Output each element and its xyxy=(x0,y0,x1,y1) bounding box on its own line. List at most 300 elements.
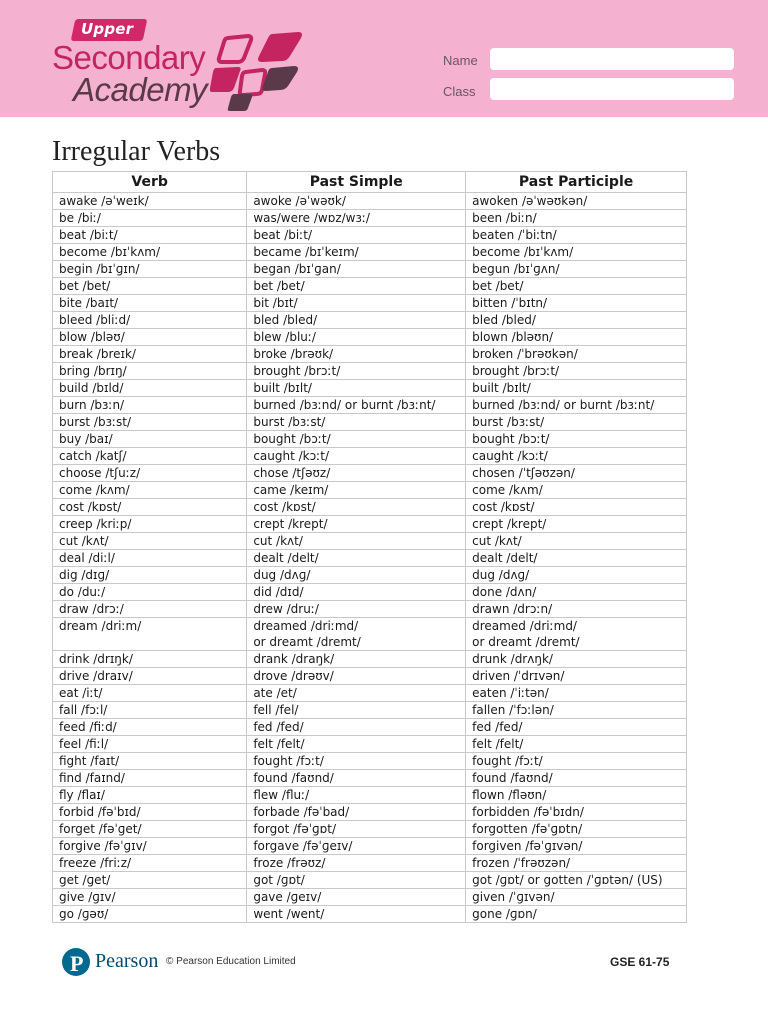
past-simple-cell xyxy=(247,278,466,295)
past-simple-cell-text: awoke /əˈwəʊk/ xyxy=(253,194,346,208)
verb-cell-text: freeze /friːz/ xyxy=(59,856,132,870)
verb-cell-text: creep /kriːp/ xyxy=(59,517,132,531)
past-simple-cell-text: cost /kɒst/ xyxy=(253,500,316,514)
past-participle-cell xyxy=(466,499,687,516)
verb-cell xyxy=(53,363,247,380)
past-simple-cell-text: dug /dʌɡ/ xyxy=(253,568,311,582)
table-row xyxy=(53,380,687,397)
past-simple-cell xyxy=(247,668,466,685)
past-simple-cell-text: dealt /delt/ xyxy=(253,551,319,565)
page-title: Irregular Verbs xyxy=(52,136,221,167)
table-row xyxy=(53,668,687,685)
verb-cell xyxy=(53,550,247,567)
verb-cell xyxy=(53,210,247,227)
past-simple-cell-text: was/were /wɒz/wɜː/ xyxy=(253,211,370,225)
past-simple-cell xyxy=(247,821,466,838)
past-simple-cell-text: felt /felt/ xyxy=(253,737,305,751)
past-simple-cell xyxy=(247,702,466,719)
table-row xyxy=(53,482,687,499)
verb-cell xyxy=(53,685,247,702)
past-participle-cell-text: blown /bləʊn/ xyxy=(472,330,554,344)
past-simple-cell-text: dreamed /driːmd/ xyxy=(253,619,359,633)
past-participle-cell-text: cut /kʌt/ xyxy=(472,534,522,548)
past-participle-cell-text: been /biːn/ xyxy=(472,211,537,225)
past-simple-cell xyxy=(247,872,466,889)
table-row xyxy=(53,397,687,414)
past-participle-cell-text: dreamed /driːmd/ xyxy=(472,619,577,633)
past-participle-cell-text: bitten /ˈbɪtn/ xyxy=(472,296,548,310)
past-participle-cell-text: gone /ɡɒn/ xyxy=(472,907,537,921)
past-simple-cell xyxy=(247,329,466,346)
verb-cell-text: choose /tʃuːz/ xyxy=(59,466,141,480)
past-simple-cell-text: bet /bet/ xyxy=(253,279,305,293)
past-participle-cell xyxy=(466,651,687,668)
verb-cell xyxy=(53,668,247,685)
verb-cell xyxy=(53,397,247,414)
past-participle-cell xyxy=(466,278,687,295)
table-row xyxy=(53,261,687,278)
past-participle-cell xyxy=(466,855,687,872)
verb-cell xyxy=(53,804,247,821)
table-row xyxy=(53,821,687,838)
past-participle-cell-text: broken /ˈbrəʊkən/ xyxy=(472,347,578,361)
past-participle-cell xyxy=(466,770,687,787)
past-simple-cell-text: bit /bɪt/ xyxy=(253,296,298,310)
upper-badge-label: Upper xyxy=(81,20,134,38)
past-simple-cell-text: did /dɪd/ xyxy=(253,585,304,599)
irregular-verbs-table xyxy=(52,171,687,923)
past-simple-cell xyxy=(247,770,466,787)
past-simple-cell-text: built /bɪlt/ xyxy=(253,381,312,395)
verb-cell xyxy=(53,821,247,838)
past-participle-cell xyxy=(466,363,687,380)
verb-cell-text: bite /baɪt/ xyxy=(59,296,119,310)
verb-cell xyxy=(53,431,247,448)
verb-cell xyxy=(53,499,247,516)
verb-cell xyxy=(53,329,247,346)
verb-cell-text: eat /iːt/ xyxy=(59,686,103,700)
verb-cell xyxy=(53,448,247,465)
past-simple-cell xyxy=(247,448,466,465)
column-header-past-simple: Past Simple xyxy=(247,172,466,193)
past-participle-cell-text: got /ɡɒt/ or gotten /ˈɡɒtən/ (US) xyxy=(472,873,663,887)
past-simple-cell-text: forbade /fəˈbad/ xyxy=(253,805,350,819)
past-simple-cell-text: gave /ɡeɪv/ xyxy=(253,890,322,904)
past-simple-cell xyxy=(247,838,466,855)
past-participle-cell xyxy=(466,872,687,889)
table-row xyxy=(53,499,687,516)
pearson-wordmark: Pearson xyxy=(95,950,159,972)
verb-cell-text: become /bɪˈkʌm/ xyxy=(59,245,161,259)
past-simple-cell-text: forgave /fəˈɡeɪv/ xyxy=(253,839,353,853)
verb-cell xyxy=(53,278,247,295)
past-simple-cell-text: fought /fɔːt/ xyxy=(253,754,324,768)
past-simple-cell xyxy=(247,736,466,753)
table-row xyxy=(53,702,687,719)
past-simple-cell-text: bled /bled/ xyxy=(253,313,318,327)
past-participle-cell xyxy=(466,465,687,482)
past-participle-cell xyxy=(466,482,687,499)
past-participle-cell xyxy=(466,261,687,278)
verb-cell xyxy=(53,295,247,312)
verb-cell-text: be /biː/ xyxy=(59,211,101,225)
past-simple-cell-text: went /went/ xyxy=(253,907,325,921)
table-row xyxy=(53,889,687,906)
past-simple-cell-text: came /keɪm/ xyxy=(253,483,329,497)
table-row xyxy=(53,465,687,482)
verb-cell xyxy=(53,567,247,584)
past-simple-cell xyxy=(247,787,466,804)
past-simple-cell-text: crept /krept/ xyxy=(253,517,328,531)
table-row xyxy=(53,550,687,567)
past-participle-cell-text: found /faʊnd/ xyxy=(472,771,553,785)
past-participle-cell xyxy=(466,821,687,838)
class-field[interactable] xyxy=(490,78,734,100)
past-participle-cell xyxy=(466,533,687,550)
table-row xyxy=(53,567,687,584)
past-simple-cell-text: drank /draŋk/ xyxy=(253,652,335,666)
table-row xyxy=(53,906,687,923)
table-row xyxy=(53,193,687,210)
past-simple-cell xyxy=(247,499,466,516)
past-simple-cell-text: brought /brɔːt/ xyxy=(253,364,341,378)
past-simple-cell-text: drove /drəʊv/ xyxy=(253,669,334,683)
table-row xyxy=(53,312,687,329)
verb-cell xyxy=(53,906,247,923)
brand-name-line1: Secondary xyxy=(52,39,206,76)
past-simple-cell xyxy=(247,584,466,601)
past-participle-cell xyxy=(466,516,687,533)
past-participle-cell-text: bet /bet/ xyxy=(472,279,524,293)
verb-cell xyxy=(53,533,247,550)
verb-cell-text: feed /fiːd/ xyxy=(59,720,117,734)
past-participle-cell-text: become /bɪˈkʌm/ xyxy=(472,245,574,259)
past-simple-cell-text: chose /tʃəʊz/ xyxy=(253,466,331,480)
verb-cell-text: feel /fiːl/ xyxy=(59,737,109,751)
class-label: Class xyxy=(443,84,476,99)
verb-cell-text: forbid /fəˈbɪd/ xyxy=(59,805,141,819)
verb-cell-text: bet /bet/ xyxy=(59,279,111,293)
past-participle-cell-text: eaten /ˈiːtən/ xyxy=(472,686,549,700)
verb-cell xyxy=(53,380,247,397)
table-row xyxy=(53,244,687,261)
table-row xyxy=(53,736,687,753)
past-participle-cell-text: flown /fləʊn/ xyxy=(472,788,547,802)
verb-cell xyxy=(53,736,247,753)
table-row xyxy=(53,770,687,787)
table-row xyxy=(53,618,687,651)
past-simple-cell xyxy=(247,753,466,770)
table-row xyxy=(53,329,687,346)
verb-cell xyxy=(53,193,247,210)
past-participle-cell xyxy=(466,584,687,601)
past-participle-cell xyxy=(466,838,687,855)
copyright-text: © Pearson Education Limited xyxy=(166,956,296,967)
table-row xyxy=(53,533,687,550)
past-simple-cell-text: fed /fed/ xyxy=(253,720,304,734)
verb-cell-text: bleed /bliːd/ xyxy=(59,313,131,327)
verb-cell xyxy=(53,618,247,651)
past-simple-cell-text: cut /kʌt/ xyxy=(253,534,303,548)
table-body xyxy=(53,193,687,923)
past-simple-cell xyxy=(247,261,466,278)
past-participle-cell-text: dug /dʌɡ/ xyxy=(472,568,530,582)
past-simple-cell xyxy=(247,906,466,923)
past-participle-cell-text: done /dʌn/ xyxy=(472,585,537,599)
past-simple-cell xyxy=(247,618,466,651)
past-simple-cell-text: drew /druː/ xyxy=(253,602,319,616)
verb-cell xyxy=(53,855,247,872)
past-simple-cell-text: froze /frəʊz/ xyxy=(253,856,326,870)
verb-cell xyxy=(53,838,247,855)
verb-cell-text: come /kʌm/ xyxy=(59,483,130,497)
past-simple-cell xyxy=(247,414,466,431)
past-participle-cell xyxy=(466,210,687,227)
verb-cell-text: drink /drɪŋk/ xyxy=(59,652,133,666)
table-row xyxy=(53,346,687,363)
table-row xyxy=(53,363,687,380)
verb-cell-text: give /ɡɪv/ xyxy=(59,890,116,904)
verb-cell xyxy=(53,889,247,906)
past-simple-cell xyxy=(247,567,466,584)
past-participle-cell-text: fought /fɔːt/ xyxy=(472,754,543,768)
past-participle-cell-text: forgiven /fəˈɡɪvən/ xyxy=(472,839,583,853)
past-participle-cell-text: drunk /drʌŋk/ xyxy=(472,652,553,666)
past-simple-cell-text: broke /brəʊk/ xyxy=(253,347,334,361)
verb-cell-text: fall /fɔːl/ xyxy=(59,703,108,717)
past-participle-cell-text: come /kʌm/ xyxy=(472,483,543,497)
past-simple-cell-text: became /bɪˈkeɪm/ xyxy=(253,245,359,259)
past-simple-cell xyxy=(247,312,466,329)
table-row xyxy=(53,753,687,770)
header-banner xyxy=(0,0,768,117)
past-participle-cell-text: given /ˈɡɪvən/ xyxy=(472,890,555,904)
verb-cell xyxy=(53,346,247,363)
past-participle-cell xyxy=(466,329,687,346)
past-simple-cell-text: blew /bluː/ xyxy=(253,330,316,344)
table-row xyxy=(53,787,687,804)
verb-cell-text: burn /bɜːn/ xyxy=(59,398,125,412)
past-simple-cell xyxy=(247,380,466,397)
past-simple-cell-text: found /faʊnd/ xyxy=(253,771,334,785)
table-row xyxy=(53,278,687,295)
past-simple-cell xyxy=(247,295,466,312)
table-row xyxy=(53,651,687,668)
verb-cell-text: awake /əˈweɪk/ xyxy=(59,194,149,208)
past-simple-cell xyxy=(247,210,466,227)
name-field[interactable] xyxy=(490,48,734,70)
past-simple-cell-text: caught /kɔːt/ xyxy=(253,449,330,463)
verb-cell xyxy=(53,770,247,787)
verb-cell xyxy=(53,312,247,329)
past-simple-cell xyxy=(247,397,466,414)
past-participle-cell-text: chosen /ˈtʃəʊzən/ xyxy=(472,466,575,480)
past-participle-cell xyxy=(466,312,687,329)
verb-cell xyxy=(53,516,247,533)
past-participle-cell xyxy=(466,448,687,465)
past-simple-cell-text: fell /fel/ xyxy=(253,703,299,717)
past-simple-cell xyxy=(247,601,466,618)
past-participle-cell xyxy=(466,550,687,567)
past-simple-cell xyxy=(247,346,466,363)
verb-cell xyxy=(53,702,247,719)
verb-cell-text: buy /baɪ/ xyxy=(59,432,113,446)
past-participle-cell-text: frozen /ˈfrəʊzən/ xyxy=(472,856,571,870)
past-participle-cell xyxy=(466,227,687,244)
past-participle-cell-text: caught /kɔːt/ xyxy=(472,449,548,463)
verb-cell xyxy=(53,227,247,244)
table-row xyxy=(53,448,687,465)
verb-cell xyxy=(53,482,247,499)
table-row xyxy=(53,295,687,312)
past-participle-cell xyxy=(466,601,687,618)
past-participle-cell xyxy=(466,685,687,702)
past-participle-cell xyxy=(466,719,687,736)
table-row xyxy=(53,804,687,821)
verb-cell xyxy=(53,651,247,668)
past-participle-cell xyxy=(466,787,687,804)
past-simple-cell-text: bought /bɔːt/ xyxy=(253,432,331,446)
pearson-logo-icon xyxy=(62,948,90,976)
past-participle-cell-text: begun /bɪˈɡʌn/ xyxy=(472,262,560,276)
past-simple-cell xyxy=(247,193,466,210)
past-simple-cell xyxy=(247,855,466,872)
verb-cell-text: find /faɪnd/ xyxy=(59,771,125,785)
past-simple-cell xyxy=(247,482,466,499)
verb-cell xyxy=(53,244,247,261)
verb-cell-text: break /breɪk/ xyxy=(59,347,136,361)
past-participle-cell-text: burst /bɜːst/ xyxy=(472,415,545,429)
verb-cell xyxy=(53,261,247,278)
gse-range: GSE 61-75 xyxy=(610,955,670,969)
past-participle-cell xyxy=(466,380,687,397)
past-simple-cell xyxy=(247,550,466,567)
verb-cell-text: fight /faɪt/ xyxy=(59,754,120,768)
table-row xyxy=(53,414,687,431)
past-participle-cell-text: fed /fed/ xyxy=(472,720,523,734)
past-simple-cell xyxy=(247,465,466,482)
table-row xyxy=(53,431,687,448)
column-header-verb: Verb xyxy=(53,172,247,193)
verb-cell-text: cost /kɒst/ xyxy=(59,500,122,514)
past-participle-cell xyxy=(466,193,687,210)
name-label: Name xyxy=(443,53,478,68)
verb-cell-text: beat /biːt/ xyxy=(59,228,118,242)
past-simple-cell xyxy=(247,685,466,702)
past-participle-cell-text: bought /bɔːt/ xyxy=(472,432,550,446)
past-participle-cell-text: crept /krept/ xyxy=(472,517,547,531)
past-simple-cell-text: forgot /fəˈɡɒt/ xyxy=(253,822,337,836)
past-participle-cell xyxy=(466,414,687,431)
verb-cell-text: dig /dɪɡ/ xyxy=(59,568,110,582)
past-participle-cell-text: fallen /ˈfɔːlən/ xyxy=(472,703,554,717)
verb-cell xyxy=(53,414,247,431)
past-participle-cell-text: dealt /delt/ xyxy=(472,551,538,565)
past-participle-cell-text: bled /bled/ xyxy=(472,313,536,327)
past-participle-cell-text: drawn /drɔːn/ xyxy=(472,602,553,616)
verb-cell xyxy=(53,872,247,889)
brand-name-line2: Academy xyxy=(73,71,208,108)
past-simple-cell xyxy=(247,889,466,906)
past-simple-cell xyxy=(247,533,466,550)
past-simple-cell xyxy=(247,516,466,533)
table-row xyxy=(53,719,687,736)
past-simple-cell-text: burst /bɜːst/ xyxy=(253,415,326,429)
past-participle-cell xyxy=(466,295,687,312)
verb-cell-text: forgive /fəˈɡɪv/ xyxy=(59,839,147,853)
past-participle-cell xyxy=(466,618,687,651)
past-participle-cell xyxy=(466,567,687,584)
past-participle-cell xyxy=(466,889,687,906)
verb-cell-text: drive /draɪv/ xyxy=(59,669,133,683)
verb-cell-text: do /duː/ xyxy=(59,585,106,599)
past-simple-cell-text: beat /biːt/ xyxy=(253,228,312,242)
past-simple-cell xyxy=(247,719,466,736)
past-participle-cell xyxy=(466,736,687,753)
verb-cell-text: dream /driːm/ xyxy=(59,619,142,633)
verb-cell-text: build /bɪld/ xyxy=(59,381,124,395)
past-participle-cell xyxy=(466,397,687,414)
past-participle-cell xyxy=(466,906,687,923)
table-row xyxy=(53,872,687,889)
table-row xyxy=(53,584,687,601)
column-header-past-participle: Past Participle xyxy=(466,172,687,193)
table-row xyxy=(53,838,687,855)
past-simple-cell-alt-text: or dreamt /dremt/ xyxy=(253,635,361,649)
past-participle-cell-text: forbidden /fəˈbɪdn/ xyxy=(472,805,584,819)
verb-cell-text: blow /bləʊ/ xyxy=(59,330,125,344)
past-participle-cell-text: burned /bɜːnd/ or burnt /bɜːnt/ xyxy=(472,398,655,412)
verb-cell-text: begin /bɪˈɡɪn/ xyxy=(59,262,140,276)
verb-cell xyxy=(53,601,247,618)
verb-cell-text: deal /diːl/ xyxy=(59,551,115,565)
verb-cell xyxy=(53,753,247,770)
verb-cell xyxy=(53,787,247,804)
verb-cell-text: burst /bɜːst/ xyxy=(59,415,132,429)
verb-cell xyxy=(53,465,247,482)
past-simple-cell-text: ate /et/ xyxy=(253,686,297,700)
past-participle-cell xyxy=(466,668,687,685)
past-participle-cell-text: brought /brɔːt/ xyxy=(472,364,560,378)
verb-cell-text: draw /drɔː/ xyxy=(59,602,124,616)
footer xyxy=(62,946,702,980)
verb-cell-text: forget /fəˈɡet/ xyxy=(59,822,142,836)
verb-cell-text: cut /kʌt/ xyxy=(59,534,109,548)
past-participle-cell xyxy=(466,346,687,363)
verb-cell-text: fly /flaɪ/ xyxy=(59,788,105,802)
table-row xyxy=(53,516,687,533)
pearson-logo-letter: P xyxy=(70,951,84,976)
past-participle-cell-alt-text: or dreamt /dremt/ xyxy=(472,635,580,649)
verb-cell-text: go /ɡəʊ/ xyxy=(59,907,109,921)
past-participle-cell-text: forgotten /fəˈɡɒtn/ xyxy=(472,822,583,836)
table-row xyxy=(53,685,687,702)
table-row xyxy=(53,210,687,227)
past-participle-cell-text: cost /kɒst/ xyxy=(472,500,535,514)
past-simple-cell xyxy=(247,651,466,668)
past-simple-cell-text: burned /bɜːnd/ or burnt /bɜːnt/ xyxy=(253,398,436,412)
past-simple-cell xyxy=(247,244,466,261)
past-simple-cell-text: flew /fluː/ xyxy=(253,788,310,802)
past-participle-cell-text: built /bɪlt/ xyxy=(472,381,531,395)
past-participle-cell xyxy=(466,804,687,821)
verb-cell xyxy=(53,584,247,601)
past-simple-cell xyxy=(247,804,466,821)
verb-cell-text: catch /katʃ/ xyxy=(59,449,127,463)
past-participle-cell xyxy=(466,431,687,448)
past-simple-cell-text: began /bɪˈɡan/ xyxy=(253,262,341,276)
verb-cell xyxy=(53,719,247,736)
